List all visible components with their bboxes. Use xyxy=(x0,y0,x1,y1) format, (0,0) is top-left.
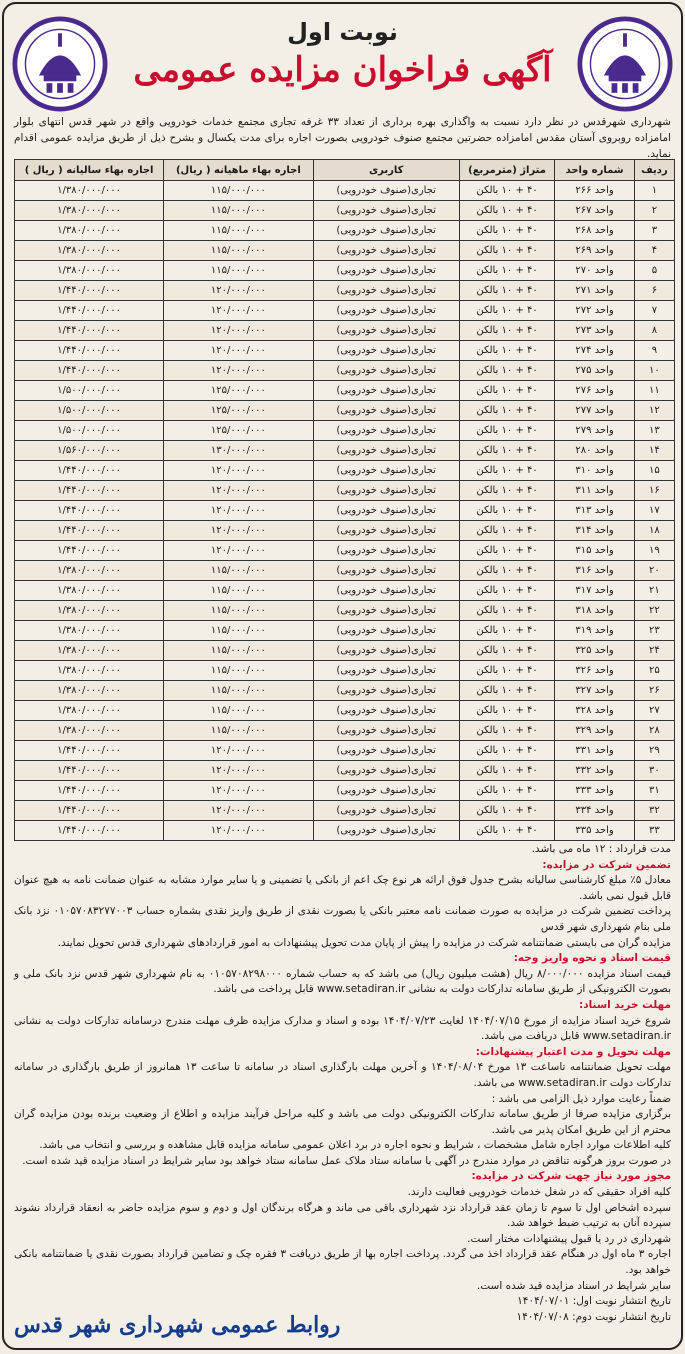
table-cell: تجاری(صنوف خودرویی) xyxy=(313,601,459,621)
table-cell: ۱/۴۴۰/۰۰۰/۰۰۰ xyxy=(15,761,164,781)
column-header: اجاره بهاء ماهیانه ( ریال) xyxy=(164,160,313,181)
table-cell: ۴۰ + ۱۰ بالکن xyxy=(459,301,555,321)
table-cell: ۱۲۰/۰۰۰/۰۰۰ xyxy=(164,821,313,841)
table-cell: ۴۰ + ۱۰ بالکن xyxy=(459,381,555,401)
table-row xyxy=(15,701,675,721)
table-cell: ۴۰ + ۱۰ بالکن xyxy=(459,681,555,701)
municipality-logo-left xyxy=(12,16,108,112)
table-cell: ۴۰ + ۱۰ بالکن xyxy=(459,461,555,481)
table-cell: واحد ۳۱۶ xyxy=(555,561,634,581)
table-cell: ۱۱۵/۰۰۰/۰۰۰ xyxy=(164,241,313,261)
table-cell: ۱۴ xyxy=(634,441,674,461)
table-cell: واحد ۲۷۶ xyxy=(555,381,634,401)
table-cell: ۱۰ xyxy=(634,361,674,381)
table-cell: ۴۰ + ۱۰ بالکن xyxy=(459,581,555,601)
table-row xyxy=(15,441,675,461)
table-row xyxy=(15,721,675,741)
table-cell: تجاری(صنوف خودرویی) xyxy=(313,221,459,241)
table-cell: ۱۲ xyxy=(634,401,674,421)
table-cell: ۱/۴۴۰/۰۰۰/۰۰۰ xyxy=(15,521,164,541)
section-heading: تضمین شرکت در مزایده: xyxy=(542,858,671,871)
table-cell: واحد ۳۲۸ xyxy=(555,701,634,721)
table-cell: ۱/۳۸۰/۰۰۰/۰۰۰ xyxy=(15,621,164,641)
table-cell: ۱/۴۴۰/۰۰۰/۰۰۰ xyxy=(15,481,164,501)
table-cell: ۱۲۰/۰۰۰/۰۰۰ xyxy=(164,361,313,381)
table-cell: ۱/۳۸۰/۰۰۰/۰۰۰ xyxy=(15,201,164,221)
column-header: ردیف xyxy=(634,160,674,181)
table-cell: ۴۰ + ۱۰ بالکن xyxy=(459,781,555,801)
table-cell: ۳۰ xyxy=(634,761,674,781)
table-cell: تجاری(صنوف خودرویی) xyxy=(313,681,459,701)
table-cell: ۱/۳۸۰/۰۰۰/۰۰۰ xyxy=(15,661,164,681)
table-row xyxy=(15,521,675,541)
table-cell: واحد ۳۱۷ xyxy=(555,581,634,601)
table-row xyxy=(15,821,675,841)
table-cell: واحد ۲۷۰ xyxy=(555,261,634,281)
table-cell: ۳ xyxy=(634,221,674,241)
table-cell: ۱۳۰/۰۰۰/۰۰۰ xyxy=(164,441,313,461)
table-cell: ۱۲۰/۰۰۰/۰۰۰ xyxy=(164,741,313,761)
table-cell: ۴۰ + ۱۰ بالکن xyxy=(459,761,555,781)
column-header: متراژ (مترمربع) xyxy=(459,160,555,181)
table-row xyxy=(15,681,675,701)
table-cell: ۱۱۵/۰۰۰/۰۰۰ xyxy=(164,701,313,721)
table-cell: ۴ xyxy=(634,241,674,261)
table-cell: ۱۱ xyxy=(634,381,674,401)
table-cell: ۱۱۵/۰۰۰/۰۰۰ xyxy=(164,641,313,661)
table-cell: ۱/۴۴۰/۰۰۰/۰۰۰ xyxy=(15,321,164,341)
table-cell: تجاری(صنوف خودرویی) xyxy=(313,561,459,581)
terms-paragraph: سایر شرایط در اسناد مزایده قید شده است. xyxy=(476,1279,671,1292)
table-row xyxy=(15,581,675,601)
table-cell: ۱۲۰/۰۰۰/۰۰۰ xyxy=(164,461,313,481)
round-label: نوبت اول xyxy=(287,18,398,46)
notice-header xyxy=(124,18,561,90)
table-cell: ۱ xyxy=(634,181,674,201)
table-cell: تجاری(صنوف خودرویی) xyxy=(313,441,459,461)
table-cell: ۵ xyxy=(634,261,674,281)
table-cell: ۱/۵۰۰/۰۰۰/۰۰۰ xyxy=(15,401,164,421)
table-cell: ۴۰ + ۱۰ بالکن xyxy=(459,421,555,441)
table-cell: ۲۶ xyxy=(634,681,674,701)
terms-paragraph: شروع خرید اسناد مزایده از مورخ ۱۴۰۴/۰۷/۱۵ لغایت ۱۴۰۴/۰۷/۲۳ بوده و اسناد و مدارک مزایده ظرف مهلت مندرج درسامانه تدارکات دولت به نشانی www.setadiran.ir قابل دریافت می باشد. xyxy=(14,1014,671,1043)
table-cell: ۱/۳۸۰/۰۰۰/۰۰۰ xyxy=(15,221,164,241)
table-cell: ۱۲۰/۰۰۰/۰۰۰ xyxy=(164,321,313,341)
table-cell: واحد ۲۷۷ xyxy=(555,401,634,421)
table-row xyxy=(15,601,675,621)
terms-paragraph: شهرداری در رد یا قبول پیشنهادات مختار است. xyxy=(467,1232,671,1245)
table-cell: ۴۰ + ۱۰ بالکن xyxy=(459,501,555,521)
units-table xyxy=(14,159,675,841)
table-cell: ۱۱۵/۰۰۰/۰۰۰ xyxy=(164,561,313,581)
municipality-logo-right xyxy=(577,16,673,112)
table-cell: ۲۵ xyxy=(634,661,674,681)
table-cell: تجاری(صنوف خودرویی) xyxy=(313,481,459,501)
table-cell: ۸ xyxy=(634,321,674,341)
table-cell: ۱/۴۴۰/۰۰۰/۰۰۰ xyxy=(15,461,164,481)
table-cell: ۴۰ + ۱۰ بالکن xyxy=(459,341,555,361)
table-cell: تجاری(صنوف خودرویی) xyxy=(313,761,459,781)
table-cell: ۱۲۰/۰۰۰/۰۰۰ xyxy=(164,541,313,561)
table-cell: ۹ xyxy=(634,341,674,361)
table-row xyxy=(15,481,675,501)
column-header: کاربری xyxy=(313,160,459,181)
table-cell: ۱۲۰/۰۰۰/۰۰۰ xyxy=(164,341,313,361)
table-cell: تجاری(صنوف خودرویی) xyxy=(313,721,459,741)
notice-title: آگهی فراخوان مزایده عمومی xyxy=(133,50,552,90)
table-cell: واحد ۳۱۹ xyxy=(555,621,634,641)
table-row xyxy=(15,641,675,661)
table-cell: واحد ۲۷۳ xyxy=(555,321,634,341)
table-cell: واحد ۲۷۲ xyxy=(555,301,634,321)
table-cell: تجاری(صنوف خودرویی) xyxy=(313,281,459,301)
table-cell: ۲۴ xyxy=(634,641,674,661)
table-cell: واحد ۳۳۳ xyxy=(555,781,634,801)
terms-paragraph: ضمناً رعایت موارد ذیل الزامی می باشد : xyxy=(491,1092,671,1105)
table-cell: ۱۱۵/۰۰۰/۰۰۰ xyxy=(164,601,313,621)
table-cell: ۴۰ + ۱۰ بالکن xyxy=(459,201,555,221)
table-cell: ۱۲۰/۰۰۰/۰۰۰ xyxy=(164,801,313,821)
table-cell: ۱/۴۴۰/۰۰۰/۰۰۰ xyxy=(15,801,164,821)
table-cell: واحد ۳۳۲ xyxy=(555,761,634,781)
table-cell: ۴۰ + ۱۰ بالکن xyxy=(459,361,555,381)
column-header: شماره واحد xyxy=(555,160,634,181)
table-cell: ۲۱ xyxy=(634,581,674,601)
table-cell: ۱/۴۴۰/۰۰۰/۰۰۰ xyxy=(15,361,164,381)
table-row xyxy=(15,801,675,821)
table-row xyxy=(15,621,675,641)
table-cell: واحد ۳۳۵ xyxy=(555,821,634,841)
table-cell: واحد ۲۷۹ xyxy=(555,421,634,441)
table-cell: واحد ۳۱۰ xyxy=(555,461,634,481)
table-cell: ۱۹ xyxy=(634,541,674,561)
table-cell: واحد ۲۶۸ xyxy=(555,221,634,241)
table-cell: ۱/۵۰۰/۰۰۰/۰۰۰ xyxy=(15,381,164,401)
terms-paragraph: مهلت تحویل ضمانتنامه تاساعت ۱۳ مورخ ۱۴۰۴/۰۸/۰۴ و آخرین مهلت بارگذاری اسناد در سامانه تا ساعت ۱۳ همانروز از طریق بارگذاری در سامانه تدارکات دولت www.setadiran.ir می باشد. xyxy=(14,1061,671,1089)
table-cell: ۲۳ xyxy=(634,621,674,641)
table-cell: تجاری(صنوف خودرویی) xyxy=(313,701,459,721)
table-row xyxy=(15,361,675,381)
terms-paragraph: تاریخ انتشار نوبت دوم: ۱۴۰۴/۰۷/۰۸ xyxy=(516,1310,671,1323)
table-cell: ۴۰ + ۱۰ بالکن xyxy=(459,221,555,241)
table-row xyxy=(15,181,675,201)
table-cell: ۱۲۰/۰۰۰/۰۰۰ xyxy=(164,521,313,541)
table-cell: تجاری(صنوف خودرویی) xyxy=(313,521,459,541)
table-cell: ۱۳ xyxy=(634,421,674,441)
table-cell: ۱/۳۸۰/۰۰۰/۰۰۰ xyxy=(15,181,164,201)
table-cell: ۴۰ + ۱۰ بالکن xyxy=(459,801,555,821)
table-cell: ۴۰ + ۱۰ بالکن xyxy=(459,541,555,561)
terms-paragraph: معادل ۵٪ مبلغ کارشناسی سالیانه بشرح جدول فوق ارائه هر نوع چک اعم از بانکی یا تضمینی و یا سایر موارد مشابه به عنوان ضمانت نامه به هیچ عنوان قابل قبول نمی باشد. xyxy=(14,874,672,902)
table-cell: ۴۰ + ۱۰ بالکن xyxy=(459,641,555,661)
table-cell: ۴۰ + ۱۰ بالکن xyxy=(459,601,555,621)
table-cell: تجاری(صنوف خودرویی) xyxy=(313,781,459,801)
column-header: اجاره بهاء سالیانه ( ریال ) xyxy=(15,160,164,181)
table-cell: تجاری(صنوف خودرویی) xyxy=(313,381,459,401)
table-header-row xyxy=(15,160,675,181)
table-cell: واحد ۳۳۱ xyxy=(555,741,634,761)
table-cell: واحد ۳۲۷ xyxy=(555,681,634,701)
table-cell: ۱۲۵/۰۰۰/۰۰۰ xyxy=(164,401,313,421)
table-cell: ۲۰ xyxy=(634,561,674,581)
table-cell: واحد ۳۱۸ xyxy=(555,601,634,621)
terms-paragraph: سپرده اشخاص اول تا سوم تا زمان عقد قرارداد نزد شهرداری باقی می ماند و هرگاه برندگان اول و دوم و سوم مزایده حاضر به انعقاد قرارداد نشوند سپرده آنان به ترتیب ضبط خواهد شد. xyxy=(14,1201,671,1230)
section-heading: مهلت خرید اسناد: xyxy=(579,998,671,1011)
table-cell: ۴۰ + ۱۰ بالکن xyxy=(459,261,555,281)
table-cell: تجاری(صنوف خودرویی) xyxy=(313,461,459,481)
table-cell: ۱/۴۴۰/۰۰۰/۰۰۰ xyxy=(15,341,164,361)
table-cell: تجاری(صنوف خودرویی) xyxy=(313,741,459,761)
table-cell: ۴۰ + ۱۰ بالکن xyxy=(459,521,555,541)
table-cell: تجاری(صنوف خودرویی) xyxy=(313,541,459,561)
table-cell: ۱/۴۴۰/۰۰۰/۰۰۰ xyxy=(15,281,164,301)
table-row xyxy=(15,341,675,361)
terms-paragraph: مدت قرارداد : ۱۲ ماه می باشد. xyxy=(531,843,671,855)
table-cell: واحد ۲۷۴ xyxy=(555,341,634,361)
table-cell: تجاری(صنوف خودرویی) xyxy=(313,801,459,821)
table-cell: ۱۲۰/۰۰۰/۰۰۰ xyxy=(164,301,313,321)
terms-paragraph: کلیه افراد حقیقی که در شغل خدمات خودرویی فعالیت دارند. xyxy=(407,1186,671,1199)
intro-paragraph: شهرداری شهرقدس در نظر دارد نسبت به واگذاری بهره برداری از تعداد ۳۳ غرفه تجاری مجتمع خدمات خودرویی واقع در شهر قدس انتهای بلوار امامزاده روبروی آستان مقدس امامزاده حضرتین مجتمع صنوف خودرویی بصورت اجاره برای مدت یکسال و بشرح ذیل از طریق مزایده عمومی اقدام نماید. xyxy=(14,116,671,160)
table-cell: ۱۲۰/۰۰۰/۰۰۰ xyxy=(164,501,313,521)
table-body xyxy=(15,181,675,841)
table-cell: واحد ۳۲۶ xyxy=(555,661,634,681)
table-cell: ۶ xyxy=(634,281,674,301)
terms-paragraph: در صورت بروز هرگونه تناقض در موارد مندرج در آگهی با سامانه ستاد ملاک عمل سامانه ستاد خواهد بود سایر شرایط در اسناد مزایده قید شده است. xyxy=(22,1154,671,1167)
table-row xyxy=(15,561,675,581)
table-cell: تجاری(صنوف خودرویی) xyxy=(313,301,459,321)
table-row xyxy=(15,261,675,281)
table-cell: واحد ۳۱۴ xyxy=(555,521,634,541)
table-cell: ۱۱۵/۰۰۰/۰۰۰ xyxy=(164,581,313,601)
table-cell: تجاری(صنوف خودرویی) xyxy=(313,321,459,341)
table-cell: ۴۰ + ۱۰ بالکن xyxy=(459,721,555,741)
table-cell: ۷ xyxy=(634,301,674,321)
table-row xyxy=(15,321,675,341)
table-cell: ۴۰ + ۱۰ بالکن xyxy=(459,481,555,501)
table-cell: ۱۵ xyxy=(634,461,674,481)
table-cell: واحد ۳۱۱ xyxy=(555,481,634,501)
table-cell: ۴۰ + ۱۰ بالکن xyxy=(459,561,555,581)
table-cell: ۱/۳۸۰/۰۰۰/۰۰۰ xyxy=(15,641,164,661)
table-cell: ۱۱۵/۰۰۰/۰۰۰ xyxy=(164,721,313,741)
table-cell: تجاری(صنوف خودرویی) xyxy=(313,501,459,521)
table-cell: ۱/۴۴۰/۰۰۰/۰۰۰ xyxy=(15,781,164,801)
table-row xyxy=(15,781,675,801)
table-row xyxy=(15,241,675,261)
terms-paragraph: مزایده گران می بایستی ضمانتنامه شرکت در مزایده را پیش از پایان مدت تحویل پیشنهادات به امور قراردادهای شهرداری قدس تحویل نمایند. xyxy=(57,936,671,949)
table-cell: تجاری(صنوف خودرویی) xyxy=(313,401,459,421)
section-heading: مهلت تحویل و مدت اعتبار پیشنهادات: xyxy=(475,1045,671,1058)
table-cell: ۲۷ xyxy=(634,701,674,721)
terms-paragraph: تاریخ انتشار نوبت اول: ۱۴۰۴/۰۷/۰۱ xyxy=(517,1295,671,1308)
table-cell: ۴۰ + ۱۰ بالکن xyxy=(459,401,555,421)
table-cell: واحد ۳۲۹ xyxy=(555,721,634,741)
table-cell: تجاری(صنوف خودرویی) xyxy=(313,421,459,441)
table-cell: واحد ۳۲۵ xyxy=(555,641,634,661)
terms-section xyxy=(14,842,671,1325)
table-cell: واحد ۲۶۷ xyxy=(555,201,634,221)
table-cell: واحد ۲۸۰ xyxy=(555,441,634,461)
table-row xyxy=(15,761,675,781)
terms-paragraph: قیمت اسناد مزایده ۸/۰۰۰/۰۰۰ ریال (هشت میلیون ریال) می باشد که به حساب شماره ۰۱۰۵۷۰۸۲۹۸۰۰۰ به نام شهرداری شهر قدس نزد بانک ملی و بصورت الکترونیکی از طریق سامانه تدارکات دولت به نشانی www.setadiran.ir قابل پرداخت می باشد. xyxy=(14,967,672,996)
table-cell: تجاری(صنوف خودرویی) xyxy=(313,241,459,261)
table-cell: ۱۲۵/۰۰۰/۰۰۰ xyxy=(164,381,313,401)
table-cell: ۱/۴۴۰/۰۰۰/۰۰۰ xyxy=(15,501,164,521)
table-cell: ۱۸ xyxy=(634,521,674,541)
table-cell: تجاری(صنوف خودرویی) xyxy=(313,621,459,641)
table-cell: ۱/۵۰۰/۰۰۰/۰۰۰ xyxy=(15,421,164,441)
table-row xyxy=(15,461,675,481)
table-row xyxy=(15,661,675,681)
table-cell: ۱۱۵/۰۰۰/۰۰۰ xyxy=(164,221,313,241)
table-cell: واحد ۳۱۵ xyxy=(555,541,634,561)
table-cell: ۱/۳۸۰/۰۰۰/۰۰۰ xyxy=(15,561,164,581)
table-row xyxy=(15,281,675,301)
table-cell: ۱۱۵/۰۰۰/۰۰۰ xyxy=(164,181,313,201)
table-cell: واحد ۲۶۶ xyxy=(555,181,634,201)
table-cell: ۳۳ xyxy=(634,821,674,841)
table-cell: ۱/۳۸۰/۰۰۰/۰۰۰ xyxy=(15,241,164,261)
table-cell: ۴۰ + ۱۰ بالکن xyxy=(459,241,555,261)
table-cell: ۱۲۰/۰۰۰/۰۰۰ xyxy=(164,781,313,801)
section-heading: قیمت اسناد و نحوه واریز وجه: xyxy=(513,952,671,965)
table-cell: ۱۶ xyxy=(634,481,674,501)
table-cell: واحد ۳۳۴ xyxy=(555,801,634,821)
table-cell: تجاری(صنوف خودرویی) xyxy=(313,361,459,381)
table-cell: تجاری(صنوف خودرویی) xyxy=(313,341,459,361)
table-cell: ۱۱۵/۰۰۰/۰۰۰ xyxy=(164,621,313,641)
table-row xyxy=(15,301,675,321)
table-cell: تجاری(صنوف خودرویی) xyxy=(313,201,459,221)
table-cell: ۴۰ + ۱۰ بالکن xyxy=(459,701,555,721)
table-cell: ۲۹ xyxy=(634,741,674,761)
table-cell: تجاری(صنوف خودرویی) xyxy=(313,661,459,681)
table-cell: ۱۱۵/۰۰۰/۰۰۰ xyxy=(164,681,313,701)
terms-paragraph: پرداخت تضمین شرکت در مزایده به صورت ضمانت نامه معتبر بانکی یا بصورت نقدی از طریق واریز نقدی بشماره حساب ۰۱۰۵۷۰۸۳۲۷۷۰۰۳ نزد بانک ملی بنام شهرداری شهر قدس xyxy=(14,905,671,933)
table-cell: واحد ۲۶۹ xyxy=(555,241,634,261)
table-cell: ۱/۵۶۰/۰۰۰/۰۰۰ xyxy=(15,441,164,461)
table-row xyxy=(15,421,675,441)
table-row xyxy=(15,741,675,761)
table-cell: واحد ۲۷۵ xyxy=(555,361,634,381)
table-row xyxy=(15,201,675,221)
table-cell: ۴۰ + ۱۰ بالکن xyxy=(459,621,555,641)
table-cell: ۱/۳۸۰/۰۰۰/۰۰۰ xyxy=(15,581,164,601)
table-row xyxy=(15,381,675,401)
table-cell: ۴۰ + ۱۰ بالکن xyxy=(459,181,555,201)
table-cell: ۱۲۰/۰۰۰/۰۰۰ xyxy=(164,481,313,501)
table-row xyxy=(15,401,675,421)
table-cell: ۱/۴۴۰/۰۰۰/۰۰۰ xyxy=(15,821,164,841)
table-cell: ۴۰ + ۱۰ بالکن xyxy=(459,441,555,461)
table-cell: تجاری(صنوف خودرویی) xyxy=(313,641,459,661)
public-relations-footer: روابط عمومی شهرداری شهر قدس xyxy=(14,1312,341,1338)
table-cell: ۴۰ + ۱۰ بالکن xyxy=(459,821,555,841)
table-cell: ۱/۴۴۰/۰۰۰/۰۰۰ xyxy=(15,541,164,561)
table-row xyxy=(15,221,675,241)
table-cell: ۱/۴۴۰/۰۰۰/۰۰۰ xyxy=(15,301,164,321)
table-cell: ۴۰ + ۱۰ بالکن xyxy=(459,281,555,301)
table-cell: ۱/۳۸۰/۰۰۰/۰۰۰ xyxy=(15,261,164,281)
table-row xyxy=(15,541,675,561)
table-cell: تجاری(صنوف خودرویی) xyxy=(313,821,459,841)
table-row xyxy=(15,501,675,521)
table-cell: تجاری(صنوف خودرویی) xyxy=(313,181,459,201)
table-cell: ۳۲ xyxy=(634,801,674,821)
table-cell: ۲۸ xyxy=(634,721,674,741)
table-cell: واحد ۳۱۳ xyxy=(555,501,634,521)
table-cell: تجاری(صنوف خودرویی) xyxy=(313,581,459,601)
table-cell: ۱/۳۸۰/۰۰۰/۰۰۰ xyxy=(15,701,164,721)
section-heading: مجوز مورد نیاز جهت شرکت در مزایده: xyxy=(471,1170,671,1183)
terms-paragraph: برگزاری مزایده صرفا از طریق سامانه تدارکات الکترونیکی دولت می باشد و کلیه مراحل فرآیند مزایده و اطلاع از وضعیت برنده بودن مزایده گران محترم از این طریق امکان پذیر می باشد. xyxy=(14,1108,671,1136)
table-cell: ۴۰ + ۱۰ بالکن xyxy=(459,321,555,341)
table-cell: ۱۲۰/۰۰۰/۰۰۰ xyxy=(164,281,313,301)
table-cell: ۲ xyxy=(634,201,674,221)
table-cell: ۱۱۵/۰۰۰/۰۰۰ xyxy=(164,661,313,681)
table-cell: ۱۲۵/۰۰۰/۰۰۰ xyxy=(164,421,313,441)
table-cell: واحد ۲۷۱ xyxy=(555,281,634,301)
table-cell: ۴۰ + ۱۰ بالکن xyxy=(459,741,555,761)
notice-page xyxy=(2,2,683,1350)
terms-paragraph: کلیه اطلاعات موارد اجاره شامل مشخصات ، شرایط و نحوه اجاره در برد اعلان عمومی سامانه مزایده قابل مشاهده و بررسی و انتخاب می باشد. xyxy=(39,1139,671,1152)
table-cell: ۱/۳۸۰/۰۰۰/۰۰۰ xyxy=(15,601,164,621)
table-cell: تجاری(صنوف خودرویی) xyxy=(313,261,459,281)
table-cell: ۱۱۵/۰۰۰/۰۰۰ xyxy=(164,261,313,281)
table-cell: ۱۱۵/۰۰۰/۰۰۰ xyxy=(164,201,313,221)
table-cell: ۱۲۰/۰۰۰/۰۰۰ xyxy=(164,761,313,781)
terms-paragraph: اجاره ۳ ماه اول در هنگام عقد قرارداد اخذ می گردد. پرداخت اجاره بها از طریق دریافت ۳ فقره چک و تضامین قرارداد بصورت نقدی یا ضمانتنامه بانکی خواهد بود. xyxy=(14,1248,671,1277)
table-cell: ۴۰ + ۱۰ بالکن xyxy=(459,661,555,681)
table-cell: ۱/۳۸۰/۰۰۰/۰۰۰ xyxy=(15,681,164,701)
table-cell: ۱/۳۸۰/۰۰۰/۰۰۰ xyxy=(15,721,164,741)
table-cell: ۳۱ xyxy=(634,781,674,801)
table-cell: ۲۲ xyxy=(634,601,674,621)
table-cell: ۱/۴۴۰/۰۰۰/۰۰۰ xyxy=(15,741,164,761)
table-cell: ۱۷ xyxy=(634,501,674,521)
